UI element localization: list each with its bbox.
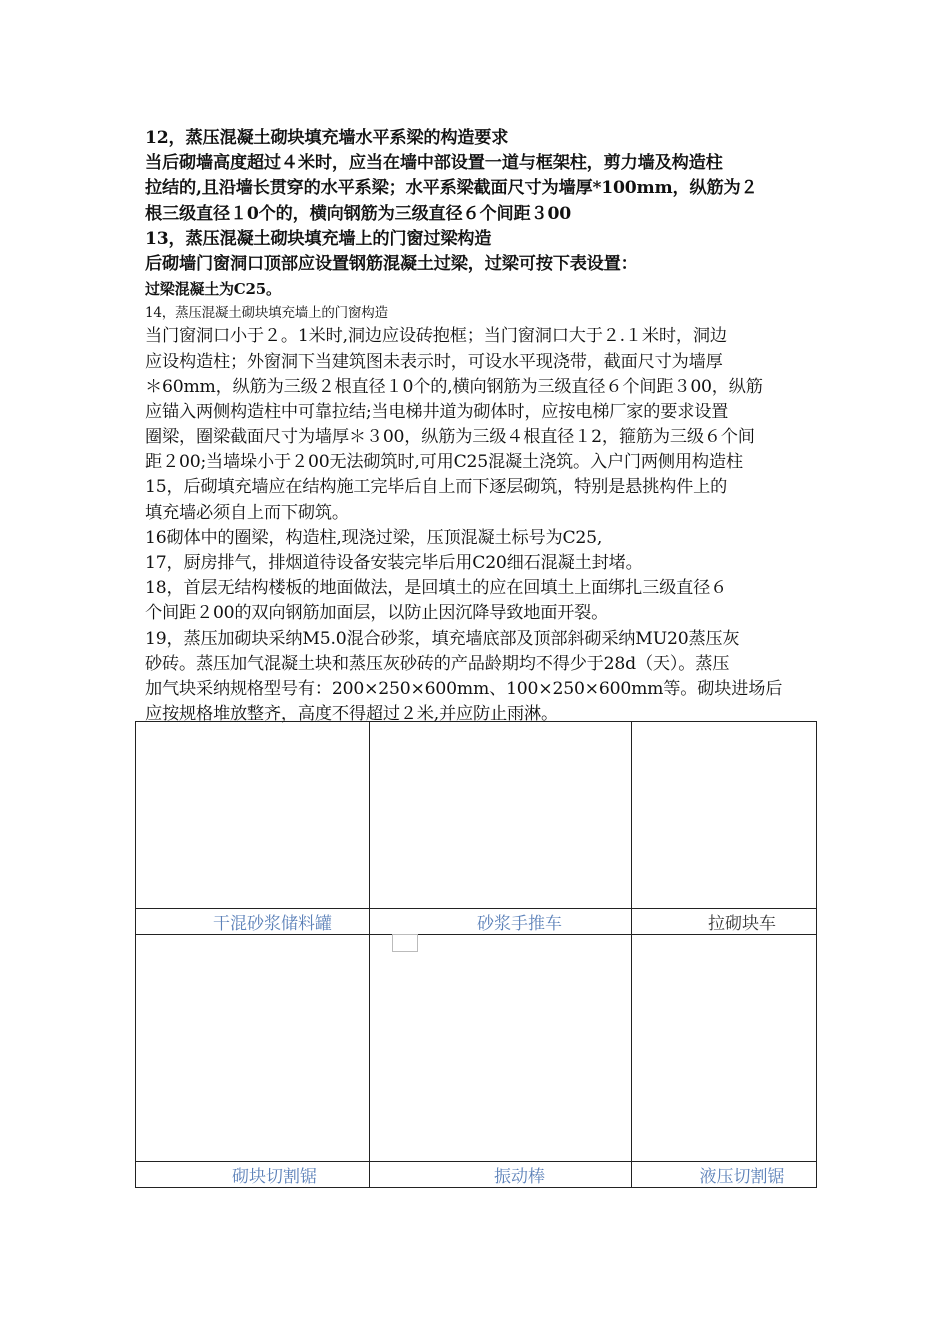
image-cell bbox=[632, 722, 817, 909]
image-cell bbox=[136, 722, 370, 909]
body-text bbox=[145, 126, 810, 727]
paragraph-line: 应按规格堆放整齐，高度不得超过２米,并应防止雨淋。 bbox=[145, 704, 558, 725]
caption-block-cart: 拉砌块车 bbox=[708, 914, 776, 934]
caption-cell bbox=[136, 909, 370, 935]
paragraph-line: 17，厨房排气，排烟道待设备安装完毕后用C20细石混凝土封堵。 bbox=[145, 553, 643, 573]
caption-row bbox=[136, 1162, 817, 1188]
caption-row bbox=[136, 909, 817, 935]
paragraph-line: 后砌墙门窗洞口顶部应设置钢筋混凝土过梁，过梁可按下表设置： bbox=[145, 253, 638, 274]
paragraph-line: 填充墙必须自上而下砌筑。 bbox=[145, 502, 349, 523]
image-row bbox=[136, 722, 817, 909]
image-cell bbox=[632, 935, 817, 1162]
paragraph-line: ＊60mm，纵筋为三级２根直径１0个的,横向钢筋为三级直径６个间距３00，纵筋 bbox=[145, 376, 763, 397]
paragraph-line: 拉结的,且沿墙长贯穿的水平系梁；水平系梁截面尺寸为墙厚*100mm，纵筋为２ bbox=[145, 178, 758, 199]
caption-cell bbox=[136, 1162, 370, 1188]
caption-cell bbox=[632, 1162, 817, 1188]
paragraph-line: 当门窗洞口小于２。1米时,洞边应设砖抱框；当门窗洞口大于２.１米时，洞边 bbox=[145, 326, 727, 347]
paragraph-line: 个间距２00的双向钢筋加面层，以防止因沉降导致地面开裂。 bbox=[145, 603, 609, 624]
caption-mortar-cart: 砂浆手推车 bbox=[477, 914, 562, 934]
paragraph-line: 根三级直径１0个的，横向钢筋为三级直径６个间距３00 bbox=[145, 203, 571, 224]
caption-cell bbox=[632, 909, 817, 935]
paragraph-line: 加气块采纳规格型号有：200×250×600mm、100×250×600mm等。砌块进场后 bbox=[145, 678, 783, 699]
paragraph-line: 19，蒸压加砌块采纳M5.0混合砂浆，填充墙底部及顶部斜砌采纳MU20蒸压灰 bbox=[145, 628, 740, 649]
caption-block-saw: 砌块切割锯 bbox=[232, 1167, 317, 1187]
paragraph-line: 圈梁，圈梁截面尺寸为墙厚＊３00，纵筋为三级４根直径１2，箍筋为三级６个间 bbox=[145, 427, 755, 448]
heading-13: 13，蒸压混凝土砌块填充墙上的门窗过梁构造 bbox=[145, 228, 492, 249]
equipment-table bbox=[135, 721, 817, 1188]
paragraph-line: 18，首层无结构楼板的地面做法，是回填土的应在回填土上面绑扎三级直径６ bbox=[145, 578, 728, 599]
caption-vibrator: 振动棒 bbox=[494, 1167, 545, 1187]
heading-14: 14，蒸压混凝土砌块填充墙上的门窗构造 bbox=[145, 305, 388, 322]
paragraph-line: 15，后砌填充墙应在结构施工完毕后自上而下逐层砌筑，特别是悬挑构件上的 bbox=[145, 477, 728, 498]
caption-cell bbox=[370, 1162, 632, 1188]
image-cell bbox=[136, 935, 370, 1162]
image-placeholder-mark bbox=[392, 934, 418, 952]
paragraph-line: 过梁混凝土为C25。 bbox=[145, 280, 281, 299]
paragraph-line: 16砌体中的圈梁，构造柱,现浇过梁，压顶混凝土标号为C25, bbox=[145, 527, 603, 548]
heading-12: 12，蒸压混凝土砌块填充墙水平系梁的构造要求 bbox=[145, 128, 509, 148]
caption-cell bbox=[370, 909, 632, 935]
image-row bbox=[136, 935, 817, 1162]
caption-mortar-tank: 干混砂浆储料罐 bbox=[213, 914, 332, 934]
image-cell bbox=[370, 935, 632, 1162]
paragraph-line: 当后砌墙高度超过４米时，应当在墙中部设置一道与框架柱，剪力墙及构造柱 bbox=[145, 153, 723, 174]
paragraph-line: 应设构造柱；外窗洞下当建筑图未表示时，可设水平现浇带，截面尺寸为墙厚 bbox=[145, 351, 723, 372]
image-cell bbox=[370, 722, 632, 909]
paragraph-line: 距２00;当墙垛小于２00无法砌筑时,可用C25混凝土浇筑。入户门两侧用构造柱 bbox=[145, 452, 743, 473]
caption-hydraulic-saw: 液压切割锯 bbox=[699, 1167, 785, 1187]
paragraph-line: 应锚入两侧构造柱中可靠拉结;当电梯井道为砌体时，应按电梯厂家的要求设置 bbox=[145, 401, 729, 422]
paragraph-line: 砂砖。蒸压加气混凝土块和蒸压灰砂砖的产品龄期均不得少于28d（天）。蒸压 bbox=[145, 653, 730, 674]
